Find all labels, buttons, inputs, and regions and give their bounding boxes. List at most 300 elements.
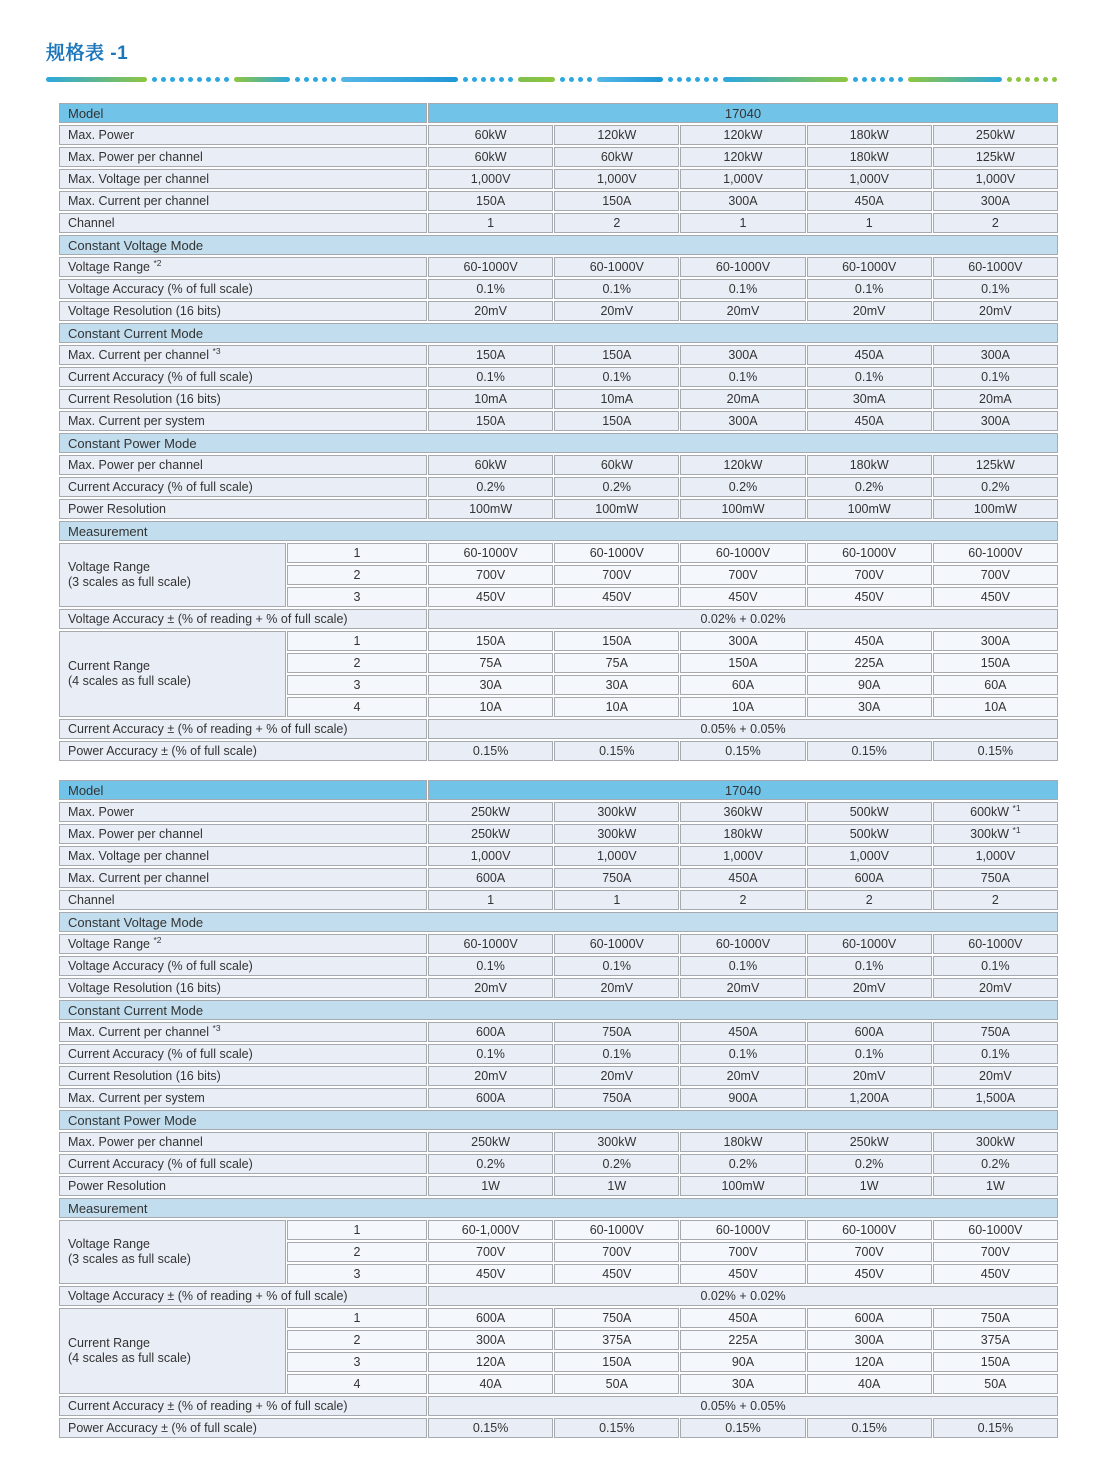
spec-value: 20mV [933, 978, 1058, 998]
spec-value: 60kW [554, 455, 679, 475]
range-value: 10A [554, 697, 679, 717]
spec-row [59, 389, 1058, 409]
scale-index: 4 [287, 1374, 427, 1394]
spec-row [59, 367, 1058, 387]
row-label: Current Resolution (16 bits) [59, 1066, 427, 1086]
spec-value: 0.1% [933, 956, 1058, 976]
scale-index: 3 [287, 1264, 427, 1284]
row-label: Power Accuracy ± (% of full scale) [59, 741, 427, 761]
spec-span-row [59, 609, 1058, 629]
range-value: 60A [933, 675, 1058, 695]
range-value: 30A [428, 675, 553, 695]
spec-value: 60-1000V [807, 257, 932, 277]
separator-dot [889, 77, 894, 82]
spec-row [59, 1088, 1058, 1108]
separator-dot [161, 77, 166, 82]
spec-value: 0.1% [807, 956, 932, 976]
separator-dot [677, 77, 682, 82]
spec-value: 60kW [428, 125, 553, 145]
spec-value: 0.1% [554, 367, 679, 387]
row-label: Power Accuracy ± (% of full scale) [59, 1418, 427, 1438]
separator-dot [695, 77, 700, 82]
range-value: 150A [680, 653, 805, 673]
separator-dot [1034, 77, 1039, 82]
separator-dot [490, 77, 495, 82]
spec-value: 20mV [554, 1066, 679, 1086]
separator-dots [463, 77, 513, 82]
spec-value: 1W [807, 1176, 932, 1196]
range-value: 450V [680, 1264, 805, 1284]
spec-value: 0.1% [933, 279, 1058, 299]
spec-value: 2 [933, 213, 1058, 233]
separator-dash [597, 77, 664, 82]
spec-value: 300A [680, 191, 805, 211]
spec-value: 0.2% [680, 477, 805, 497]
spec-value: 1 [680, 213, 805, 233]
spec-value-span: 0.05% + 0.05% [428, 719, 1058, 739]
spec-value: 0.15% [933, 741, 1058, 761]
spec-value: 20mV [428, 1066, 553, 1086]
row-label: Current Accuracy (% of full scale) [59, 477, 427, 497]
row-label: Max. Power [59, 125, 427, 145]
scale-index: 3 [287, 587, 427, 607]
row-label: Max. Power [59, 802, 427, 822]
spec-value: 2 [680, 890, 805, 910]
spec-row [59, 147, 1058, 167]
scale-index: 1 [287, 631, 427, 651]
spec-row [59, 934, 1058, 954]
spec-value: 0.2% [933, 1154, 1058, 1174]
spec-value: 10mA [428, 389, 553, 409]
spec-value: 0.1% [554, 1044, 679, 1064]
separator-dot [862, 77, 867, 82]
separator-dot [295, 77, 300, 82]
row-label: Current Resolution (16 bits) [59, 389, 427, 409]
range-group-label: Current Range (4 scales as full scale) [59, 1308, 286, 1394]
spec-value: 0.1% [680, 367, 805, 387]
spec-value: 100mW [807, 499, 932, 519]
separator-dot [508, 77, 513, 82]
range-value: 450V [933, 1264, 1058, 1284]
spec-value: 120kW [680, 125, 805, 145]
spec-value: 300kW [554, 802, 679, 822]
spec-value: 0.2% [554, 1154, 679, 1174]
separator-dot [1016, 77, 1021, 82]
range-value: 750A [933, 1308, 1058, 1328]
spec-value: 300A [680, 411, 805, 431]
section-title: Constant Current Mode [59, 323, 1058, 343]
range-group-label: Current Range (4 scales as full scale) [59, 631, 286, 717]
spec-value: 750A [933, 1022, 1058, 1042]
range-value: 150A [428, 631, 553, 651]
separator-dot [481, 77, 486, 82]
spec-value: 60kW [428, 455, 553, 475]
scale-index: 3 [287, 1352, 427, 1372]
row-label: Voltage Range $^{*2}$ [59, 257, 427, 277]
spec-value: 0.2% [428, 477, 553, 497]
spec-value: 10mA [554, 389, 679, 409]
spec-value: 2 [807, 890, 932, 910]
range-value: 450A [807, 631, 932, 651]
separator-dot [1007, 77, 1012, 82]
spec-value: 20mV [554, 978, 679, 998]
separator-dot [880, 77, 885, 82]
separator-dot [215, 77, 220, 82]
footnote-marker: *2 [153, 257, 162, 268]
spec-value: 0.1% [933, 367, 1058, 387]
range-value: 60-1000V [554, 1220, 679, 1240]
scale-index: 1 [287, 1308, 427, 1328]
row-label: Current Accuracy (% of full scale) [59, 1154, 427, 1174]
row-label: Voltage Resolution (16 bits) [59, 978, 427, 998]
range-value: 700V [428, 565, 553, 585]
spec-row [59, 824, 1058, 844]
spec-value: 300A [933, 411, 1058, 431]
spec-value: 180kW [807, 147, 932, 167]
footnote-marker: *1 [1012, 824, 1021, 835]
spec-value: 180kW [807, 125, 932, 145]
row-label: Voltage Resolution (16 bits) [59, 301, 427, 321]
range-value: 700V [807, 1242, 932, 1262]
spec-value: 60-1000V [933, 257, 1058, 277]
spec-value: 1,000V [428, 169, 553, 189]
spec-value: 1,000V [807, 846, 932, 866]
range-value: 150A [933, 653, 1058, 673]
row-label: Max. Power per channel [59, 1132, 427, 1152]
spec-row [59, 741, 1058, 761]
row-label: Max. Current per system [59, 1088, 427, 1108]
footnote-marker: *3 [212, 345, 221, 356]
range-scale-row [59, 543, 1058, 563]
spec-value: 0.1% [680, 1044, 805, 1064]
spec-value: 600A [807, 1022, 932, 1042]
spec-row [59, 1132, 1058, 1152]
row-label: Max. Power per channel [59, 147, 427, 167]
range-value: 40A [428, 1374, 553, 1394]
spec-value: 1 [554, 890, 679, 910]
range-value: 150A [933, 1352, 1058, 1372]
spec-value: 60kW [554, 147, 679, 167]
row-label: Current Accuracy (% of full scale) [59, 367, 427, 387]
range-value: 700V [933, 1242, 1058, 1262]
separator-dot [587, 77, 592, 82]
spec-value: 450A [680, 1022, 805, 1042]
spec-value: 180kW [807, 455, 932, 475]
row-label: Max. Current per system [59, 411, 427, 431]
scale-index: 4 [287, 697, 427, 717]
spec-value: 300kW [554, 1132, 679, 1152]
spec-value: 20mV [807, 978, 932, 998]
spec-row [59, 890, 1058, 910]
spec-value: 750A [933, 868, 1058, 888]
spec-value: 120kW [554, 125, 679, 145]
range-value: 700V [680, 565, 805, 585]
spec-value: 0.1% [428, 1044, 553, 1064]
separator-dot [188, 77, 193, 82]
separator-dash [908, 77, 1002, 82]
model-header-row [59, 103, 1058, 123]
range-value: 700V [807, 565, 932, 585]
range-value: 225A [680, 1330, 805, 1350]
spec-value: 0.1% [554, 279, 679, 299]
spec-row [59, 345, 1058, 365]
range-value: 450V [807, 587, 932, 607]
spec-value: 120kW [680, 147, 805, 167]
spec-value: 600A [428, 1088, 553, 1108]
range-value: 450V [680, 587, 805, 607]
spec-value: 300A [933, 191, 1058, 211]
spec-value: 900A [680, 1088, 805, 1108]
row-label: Max. Voltage per channel [59, 169, 427, 189]
spec-value: 1,000V [554, 169, 679, 189]
separator-dot [668, 77, 673, 82]
row-label: Max. Power per channel [59, 455, 427, 475]
spec-value: 180kW [680, 824, 805, 844]
spec-value: 2 [554, 213, 679, 233]
scale-index: 2 [287, 653, 427, 673]
model-header-label: Model [59, 780, 427, 800]
section-header-row [59, 1110, 1058, 1130]
spec-value: 20mA [933, 389, 1058, 409]
spec-row [59, 1176, 1058, 1196]
separator-dot [179, 77, 184, 82]
spec-value: 60-1000V [933, 934, 1058, 954]
section-header-row [59, 912, 1058, 932]
spec-value: 450A [807, 345, 932, 365]
spec-row [59, 1044, 1058, 1064]
range-value: 60-1,000V [428, 1220, 553, 1240]
spec-value: 20mV [554, 301, 679, 321]
row-label: Voltage Accuracy (% of full scale) [59, 956, 427, 976]
spec-value: 250kW [428, 802, 553, 822]
range-scale-row [59, 631, 1058, 651]
range-value: 300A [680, 631, 805, 651]
spec-value: 450A [807, 411, 932, 431]
separator-dot [331, 77, 336, 82]
spec-value-span: 0.05% + 0.05% [428, 1396, 1058, 1416]
section-title: Constant Voltage Mode [59, 912, 1058, 932]
separator-dots [1007, 77, 1057, 82]
spec-row [59, 1022, 1058, 1042]
row-label: Voltage Range $^{*2}$ [59, 934, 427, 954]
range-value: 300A [428, 1330, 553, 1350]
range-value: 700V [554, 1242, 679, 1262]
separator-dot [569, 77, 574, 82]
spec-row [59, 477, 1058, 497]
range-value: 10A [933, 697, 1058, 717]
spec-value: 20mV [680, 978, 805, 998]
scale-index: 2 [287, 1242, 427, 1262]
row-label: Current Accuracy ± (% of reading + % of full scale) [59, 719, 427, 739]
spec-value: 0.1% [807, 279, 932, 299]
spec-value: 0.15% [428, 741, 553, 761]
spec-table-1 [58, 101, 1059, 763]
spec-value: 250kW [807, 1132, 932, 1152]
scale-index: 1 [287, 1220, 427, 1240]
range-value: 700V [554, 565, 679, 585]
spec-value: 0.15% [807, 741, 932, 761]
row-label: Current Accuracy ± (% of reading + % of full scale) [59, 1396, 427, 1416]
spec-value: 0.2% [933, 477, 1058, 497]
spec-row [59, 455, 1058, 475]
section-header-row [59, 433, 1058, 453]
range-value: 700V [680, 1242, 805, 1262]
spec-row [59, 301, 1058, 321]
range-value: 450A [680, 1308, 805, 1328]
range-value: 450V [428, 587, 553, 607]
separator-dash [341, 77, 458, 82]
separator-dot [304, 77, 309, 82]
row-label: Power Resolution [59, 1176, 427, 1196]
section-title: Measurement [59, 521, 1058, 541]
spec-value: 1 [428, 890, 553, 910]
spec-value-span: 0.02% + 0.02% [428, 1286, 1058, 1306]
spec-row [59, 279, 1058, 299]
model-number: 17040 [428, 780, 1058, 800]
spec-value: 0.15% [933, 1418, 1058, 1438]
row-label: Max. Current per channel [59, 191, 427, 211]
spec-span-row [59, 719, 1058, 739]
range-value: 30A [680, 1374, 805, 1394]
range-value: 750A [554, 1308, 679, 1328]
section-title: Constant Power Mode [59, 433, 1058, 453]
separator-dots [668, 77, 718, 82]
range-value: 90A [680, 1352, 805, 1372]
range-value: 300A [807, 1330, 932, 1350]
spec-value: 1 [807, 213, 932, 233]
range-value: 375A [554, 1330, 679, 1350]
section-title: Constant Voltage Mode [59, 235, 1058, 255]
spec-value: 1W [428, 1176, 553, 1196]
spec-value: 60kW [428, 147, 553, 167]
range-value: 75A [554, 653, 679, 673]
spec-value: 120kW [680, 455, 805, 475]
spec-value: 250kW [428, 1132, 553, 1152]
spec-value: 100mW [680, 1176, 805, 1196]
range-value: 30A [807, 697, 932, 717]
row-label: Voltage Accuracy ± (% of reading + % of full scale) [59, 1286, 427, 1306]
range-value: 60-1000V [680, 1220, 805, 1240]
model-number: 17040 [428, 103, 1058, 123]
spec-value: 1,000V [428, 846, 553, 866]
spec-value: 0.1% [428, 367, 553, 387]
spec-row [59, 846, 1058, 866]
separator-dot [686, 77, 691, 82]
separator-dot [704, 77, 709, 82]
spec-value: 450A [807, 191, 932, 211]
spec-value: 20mV [680, 301, 805, 321]
range-value: 300A [933, 631, 1058, 651]
range-value: 90A [807, 675, 932, 695]
separator-dot [463, 77, 468, 82]
spec-value: 250kW [428, 824, 553, 844]
row-label: Voltage Accuracy ± (% of reading + % of full scale) [59, 609, 427, 629]
spec-value: 250kW [933, 125, 1058, 145]
spec-value: 1,000V [554, 846, 679, 866]
spec-value: 20mV [933, 301, 1058, 321]
spec-value: 100mW [680, 499, 805, 519]
range-value: 40A [807, 1374, 932, 1394]
spec-value: 100mW [428, 499, 553, 519]
range-value: 120A [807, 1352, 932, 1372]
spec-value: 100mW [554, 499, 679, 519]
spec-value: 0.2% [807, 1154, 932, 1174]
spec-value: 60-1000V [680, 257, 805, 277]
spec-value: 0.15% [428, 1418, 553, 1438]
range-value: 60-1000V [428, 543, 553, 563]
range-value: 30A [554, 675, 679, 695]
spec-value: 20mV [680, 1066, 805, 1086]
separator-dot [322, 77, 327, 82]
row-label: Max. Voltage per channel [59, 846, 427, 866]
separator-dash [723, 77, 848, 82]
spec-value: 60-1000V [807, 934, 932, 954]
spec-value: 300kW $^{*1}$ [933, 824, 1058, 844]
spec-value: 0.1% [933, 1044, 1058, 1064]
separator-dot [560, 77, 565, 82]
spec-row [59, 802, 1058, 822]
range-value: 75A [428, 653, 553, 673]
spec-span-row [59, 1286, 1058, 1306]
range-group-label: Voltage Range (3 scales as full scale) [59, 1220, 286, 1284]
spec-value: 150A [554, 191, 679, 211]
spec-value: 150A [428, 345, 553, 365]
range-value: 600A [428, 1308, 553, 1328]
range-scale-row [59, 1220, 1058, 1240]
separator-dot [313, 77, 318, 82]
spec-value: 150A [554, 345, 679, 365]
range-value: 700V [428, 1242, 553, 1262]
spec-value: 30mA [807, 389, 932, 409]
spec-value: 150A [554, 411, 679, 431]
spec-value: 0.2% [554, 477, 679, 497]
range-value: 450V [933, 587, 1058, 607]
spec-row [59, 1066, 1058, 1086]
row-label: Max. Current per channel [59, 868, 427, 888]
spec-value: 125kW [933, 147, 1058, 167]
scale-index: 1 [287, 543, 427, 563]
separator-dash [518, 77, 554, 82]
spec-value: 0.1% [428, 279, 553, 299]
range-value: 10A [680, 697, 805, 717]
spec-row [59, 257, 1058, 277]
spec-value: 1W [554, 1176, 679, 1196]
range-value: 60-1000V [807, 543, 932, 563]
spec-value: 125kW [933, 455, 1058, 475]
section-title: Measurement [59, 1198, 1058, 1218]
spec-value-span: 0.02% + 0.02% [428, 609, 1058, 629]
range-value: 10A [428, 697, 553, 717]
row-label: Channel [59, 890, 427, 910]
spec-value: 20mV [807, 301, 932, 321]
spec-value: 300A [680, 345, 805, 365]
section-title: Constant Current Mode [59, 1000, 1058, 1020]
spec-row [59, 499, 1058, 519]
spec-value: 750A [554, 868, 679, 888]
spec-value: 20mA [680, 389, 805, 409]
separator-dot [578, 77, 583, 82]
spec-value: 0.2% [680, 1154, 805, 1174]
range-scale-row [59, 1308, 1058, 1328]
row-label: Power Resolution [59, 499, 427, 519]
range-value: 450V [807, 1264, 932, 1284]
spec-value: 0.2% [428, 1154, 553, 1174]
spec-value: 0.1% [807, 367, 932, 387]
spec-value: 600A [428, 1022, 553, 1042]
spec-row [59, 1418, 1058, 1438]
separator-dots [853, 77, 903, 82]
spec-value: 1 [428, 213, 553, 233]
